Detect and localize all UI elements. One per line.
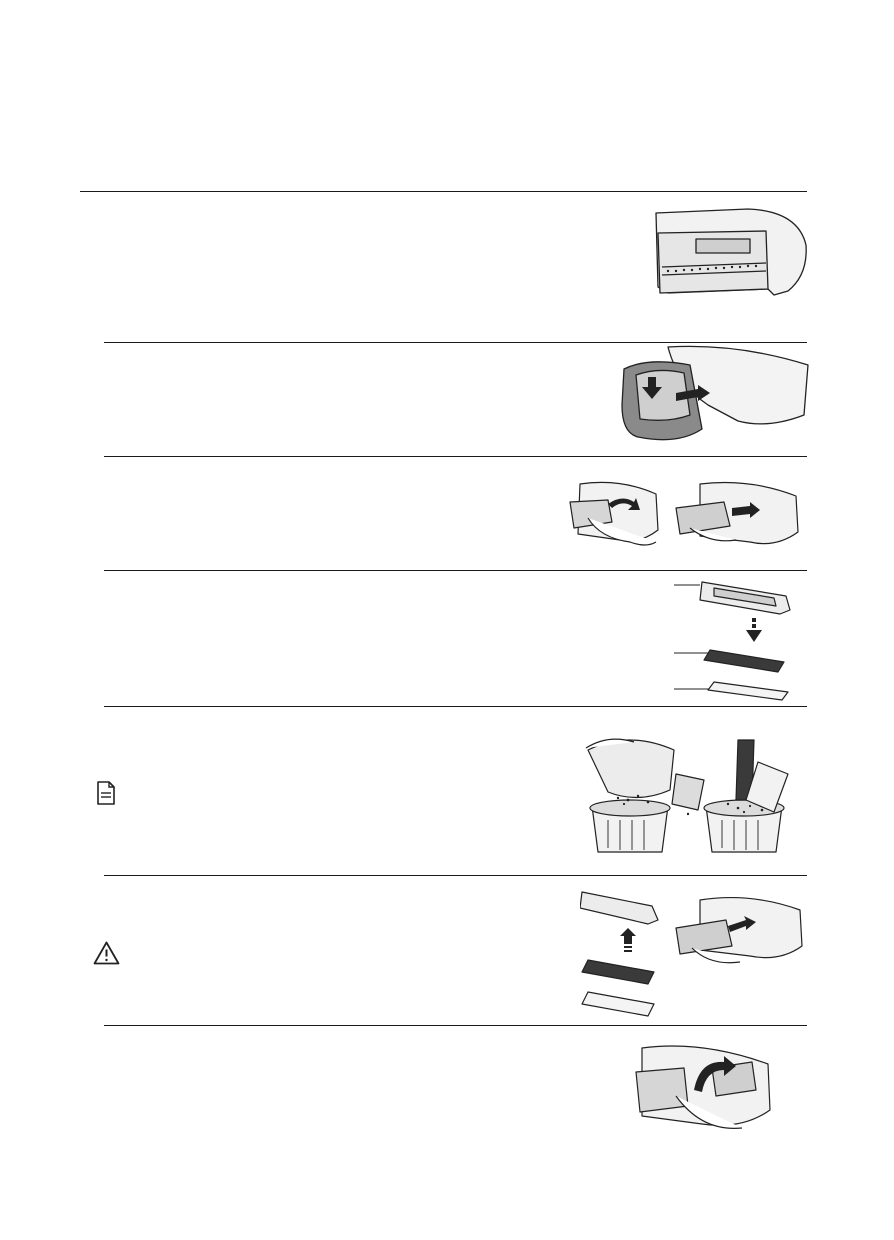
step-divider: [104, 570, 807, 571]
reassemble-filter-illustration: [580, 888, 810, 1018]
empty-debris-illustration: [578, 720, 810, 854]
section-divider: [80, 191, 807, 192]
close-filter-cover-illustration: [632, 1040, 776, 1138]
remove-bin-illustration: [618, 345, 810, 449]
step-divider: [104, 342, 807, 343]
step-divider: [104, 1025, 807, 1026]
warning-triangle-icon: [93, 941, 120, 965]
open-filter-cover-illustration: [560, 478, 810, 556]
step-divider: [104, 706, 807, 707]
filter-parts-illustration: [674, 578, 796, 702]
note-document-icon: [96, 781, 116, 805]
step-divider: [104, 875, 807, 876]
step-divider: [104, 456, 807, 457]
dust-bin-illustration: [648, 205, 810, 305]
